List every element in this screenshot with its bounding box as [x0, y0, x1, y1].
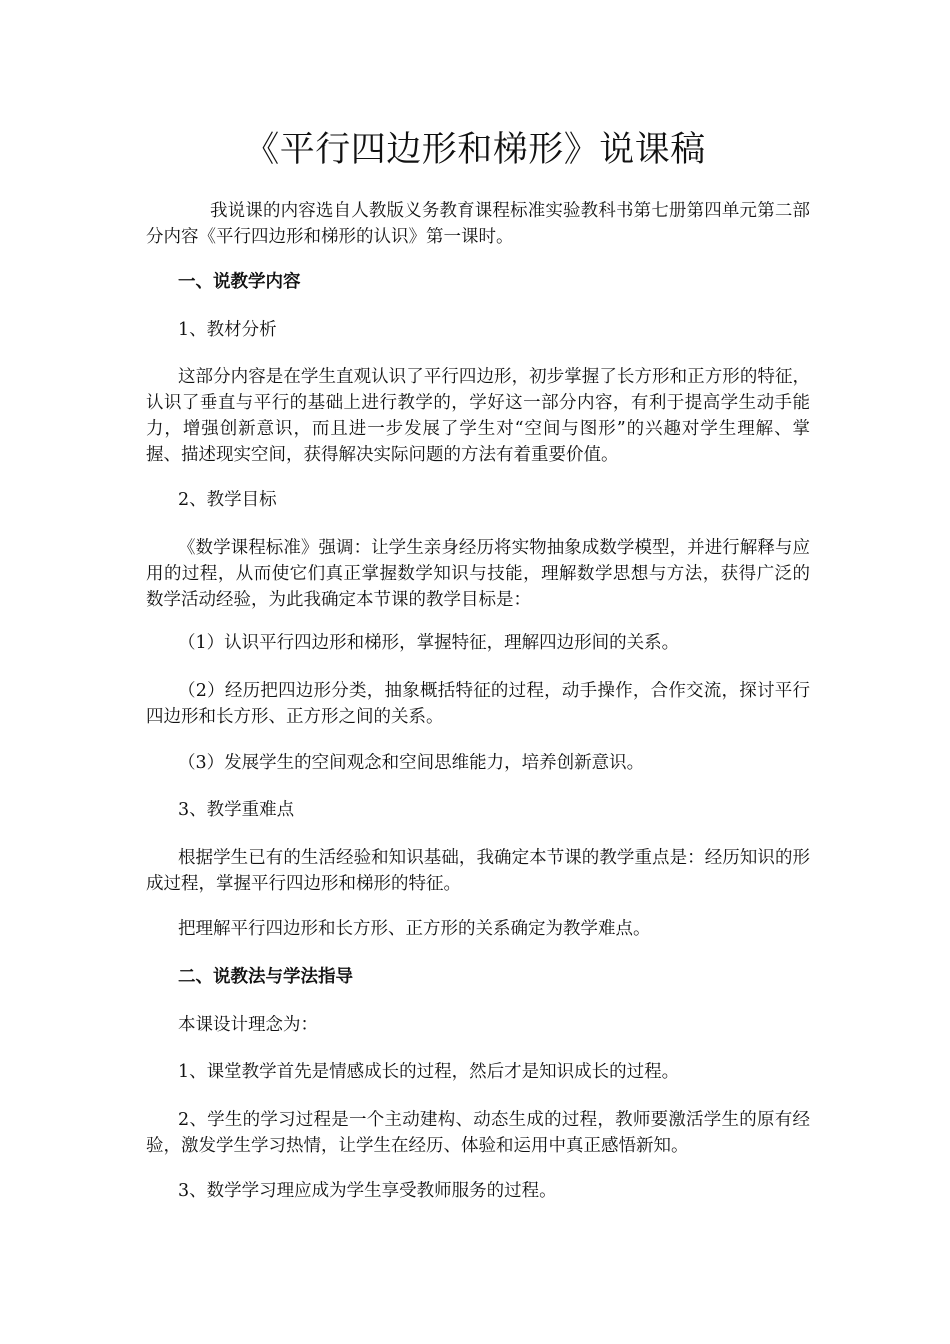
- concept-item: 1、课堂教学首先是情感成长的过程，然后才是知识成长的过程。: [178, 1062, 680, 1082]
- material-analysis-paragraph: 这部分内容是在学生直观认识了平行四边形，初步掌握了长方形和正方形的特征，认识了垂直与平行的基础上进行教学的，学好这一部分内容，有利于提高学生动手能力，增强创新意识，而且进一步发展了学生对“空间与图形”的兴趣对学生理解、掌握、描述现实空间，获得解决实际问题的方法有着重要价值。: [146, 367, 810, 465]
- goal-item: （2）经历把四边形分类，抽象概括特征的过程，动手操作，合作交流，探讨平行四边形和长方形、正方形之间的关系。: [146, 681, 810, 727]
- key-points-paragraph: 根据学生已有的生活经验和知识基础，我确定本节课的教学重点是：经历知识的形成过程，掌握平行四边形和梯形的特征。: [146, 848, 810, 894]
- design-concept-intro: 本课设计理念为：: [178, 1015, 318, 1035]
- section-heading-teaching-content: 一、说教学内容: [178, 272, 301, 292]
- subheading-material-analysis: 1、教材分析: [178, 320, 277, 340]
- section-heading-methods: 二、说教法与学法指导: [178, 967, 353, 987]
- goal-item: （1）认识平行四边形和梯形，掌握特征，理解四边形间的关系。: [178, 633, 680, 653]
- concept-item: 3、数学学习理应成为学生享受教师服务的过程。: [178, 1181, 557, 1201]
- subheading-teaching-goals: 2、教学目标: [178, 490, 277, 510]
- subheading-key-points: 3、教学重难点: [178, 800, 295, 820]
- intro-paragraph: 我说课的内容选自人教版义务教育课程标准实验教科书第七册第四单元第二部分内容《平行四边形和梯形的认识》第一课时。: [146, 201, 810, 247]
- document-title: 《平行四边形和梯形》说课稿: [244, 130, 706, 170]
- teaching-goals-paragraph: 《数学课程标准》强调：让学生亲身经历将实物抽象成数学模型，并进行解释与应用的过程，从而使它们真正掌握数学知识与技能，理解数学思想与方法，获得广泛的数学活动经验，为此我确定本节课的教学目标是：: [146, 538, 810, 610]
- concept-item: 2、学生的学习过程是一个主动建构、动态生成的过程，教师要激活学生的原有经验，激发学生学习热情，让学生在经历、体验和运用中真正感悟新知。: [146, 1110, 810, 1156]
- goal-item: （3）发展学生的空间观念和空间思维能力，培养创新意识。: [178, 753, 645, 773]
- difficulty-paragraph: 把理解平行四边形和长方形、正方形的关系确定为教学难点。: [178, 919, 651, 939]
